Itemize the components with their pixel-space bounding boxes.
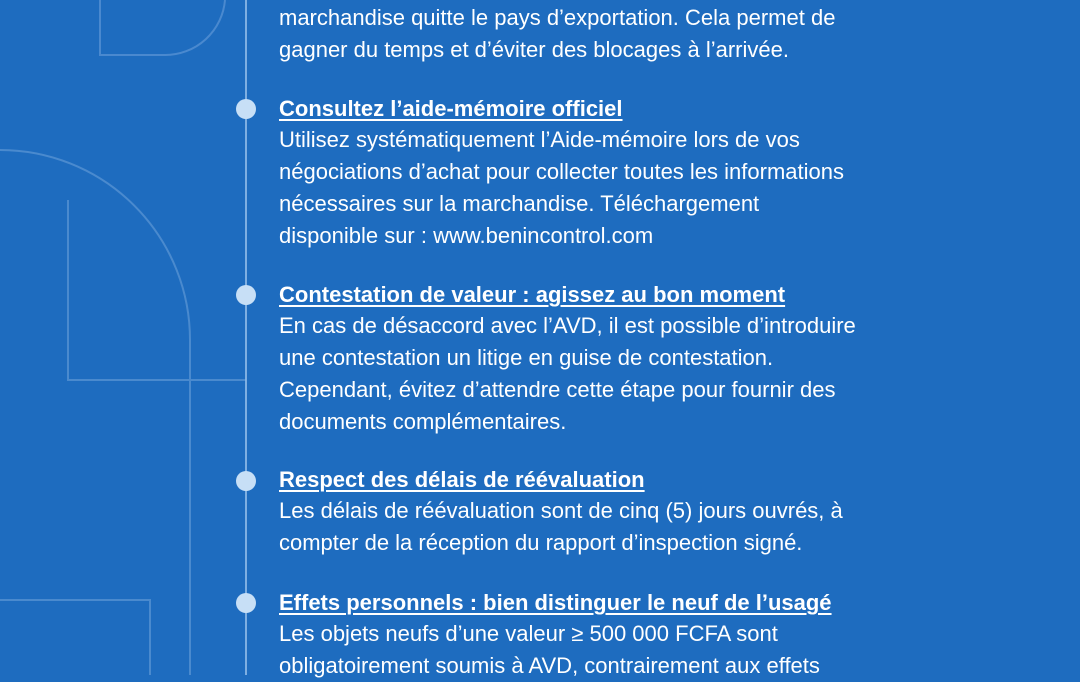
intro-paragraph — [279, 2, 1019, 66]
bottom-box-outline — [0, 600, 150, 675]
text-line: Les objets neufs d’une valeur ≥ 500 000 FCFA sont — [279, 621, 778, 646]
top-arc-outline — [100, 0, 225, 55]
text-line: négociations d’achat pour collecter toutes les informations — [279, 159, 844, 184]
section-title: Contestation de valeur : agissez au bon moment — [279, 282, 786, 307]
text-line: nécessaires sur la marchandise. Téléchargement — [279, 191, 760, 216]
section-delais — [279, 465, 1019, 559]
text-line: documents complémentaires. — [279, 409, 567, 434]
left-arc-outline — [0, 150, 190, 675]
section-title: Respect des délais de réévaluation — [279, 467, 645, 492]
text-line: En cas de désaccord avec l’AVD, il est possible d’introduire — [279, 313, 856, 338]
text-line: Utilisez systématiquement l’Aide-mémoire lors de vos — [279, 127, 800, 152]
text-line: obligatoirement soumis à AVD, contrairement aux effets — [279, 653, 820, 678]
text-line: disponible sur : www.benincontrol.com — [279, 223, 654, 248]
left-box-outline — [68, 200, 246, 380]
text-line: Cependant, évitez d’attendre cette étape pour fournir des — [279, 377, 836, 402]
section-aide-memoire — [279, 94, 1019, 252]
timeline-dot — [236, 593, 256, 613]
section-title: Effets personnels : bien distinguer le neuf de l’usagé — [279, 590, 832, 615]
timeline-dot — [236, 471, 256, 491]
timeline-dot — [236, 285, 256, 305]
text-line: compter de la réception du rapport d’inspection signé. — [279, 530, 803, 555]
text-line: marchandise quitte le pays d’exportation. Cela permet de — [279, 5, 836, 30]
text-line: une contestation un litige en guise de contestation. — [279, 345, 774, 370]
section-contestation — [279, 280, 1019, 438]
text-line: gagner du temps et d’éviter des blocages à l’arrivée. — [279, 37, 789, 62]
text-line: Les délais de réévaluation sont de cinq (5) jours ouvrés, à — [279, 498, 843, 523]
section-effets-personnels — [279, 588, 1019, 682]
section-title: Consultez l’aide-mémoire officiel — [279, 96, 623, 121]
timeline-dot — [236, 99, 256, 119]
